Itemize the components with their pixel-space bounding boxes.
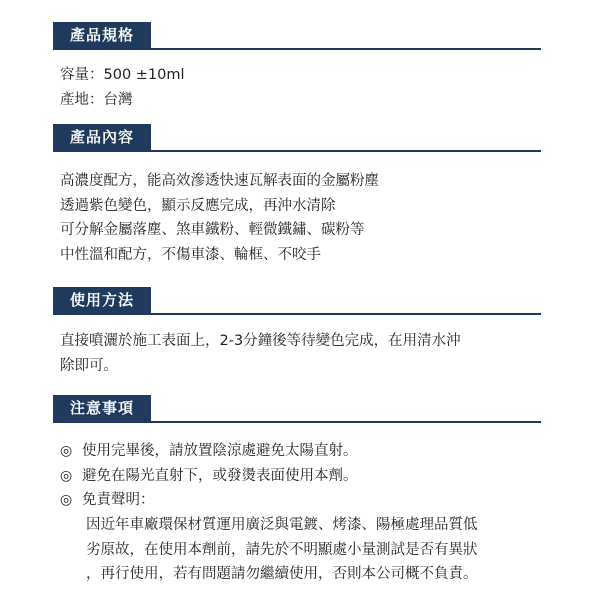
- notice-section-body: [60, 439, 358, 513]
- content-section-divider: [53, 150, 541, 152]
- content-section-body: [60, 169, 379, 267]
- notice-item-text: 避免在陽光直射下，或發燙表面使用本劑。: [82, 467, 358, 484]
- bullet-circle-icon: ◎: [60, 443, 73, 459]
- content-line: 高濃度配方，能高效滲透快速瓦解表面的金屬粉塵: [60, 173, 379, 189]
- spec-section-body: [60, 63, 185, 112]
- usage-section-body: [60, 329, 461, 378]
- disclaimer-line: ，再行使用，若有問題請勿繼續使用，否則本公司概不負責。: [86, 566, 478, 582]
- notice-item: [60, 439, 358, 464]
- bullet-circle-icon: ◎: [60, 467, 73, 484]
- usage-line: 直接噴灑於施工表面上，2-3分鐘後等待變色完成，在用清水沖: [60, 333, 461, 349]
- spec-section-divider: [53, 48, 541, 50]
- notice-section-header: [53, 395, 541, 421]
- spec-origin: 產地：台灣: [60, 91, 133, 108]
- usage-section-title: 使用方法: [53, 287, 151, 313]
- content-section-header: [53, 124, 541, 150]
- usage-section-header: [53, 287, 541, 313]
- disclaimer-line: 因近年車廠環保材質運用廣泛與電鍍、烤漆、陽極處理品質低: [86, 517, 478, 533]
- spec-capacity: 容量：500 ±10ml: [60, 67, 185, 83]
- disclaimer-body: [86, 513, 478, 587]
- usage-line: 除即可。: [60, 357, 118, 374]
- usage-section-divider: [53, 313, 541, 315]
- notice-item-text: 使用完畢後，請放置陰涼處避免太陽直射。: [82, 443, 358, 459]
- disclaimer-line: 劣原故，在使用本劑前，請先於不明顯處小量測試是否有異狀: [86, 541, 478, 558]
- notice-item: [60, 464, 358, 489]
- spec-section-header: [53, 22, 541, 48]
- content-line: 透過紫色變色，顯示反應完成，再沖水清除: [60, 197, 336, 214]
- content-section-title: 產品內容: [53, 124, 151, 150]
- bullet-circle-icon: ◎: [60, 492, 73, 508]
- content-line: 中性溫和配方，不傷車漆、輪框、不咬手: [60, 246, 321, 263]
- notice-section-title: 注意事項: [53, 395, 151, 421]
- content-line: 可分解金屬落塵、煞車鐵粉、輕微鐵鏽、碳粉等: [60, 222, 365, 238]
- notice-item: [60, 488, 358, 513]
- notice-item-text: 免責聲明：: [82, 492, 155, 508]
- notice-section-divider: [53, 421, 541, 423]
- spec-section-title: 產品規格: [53, 22, 151, 48]
